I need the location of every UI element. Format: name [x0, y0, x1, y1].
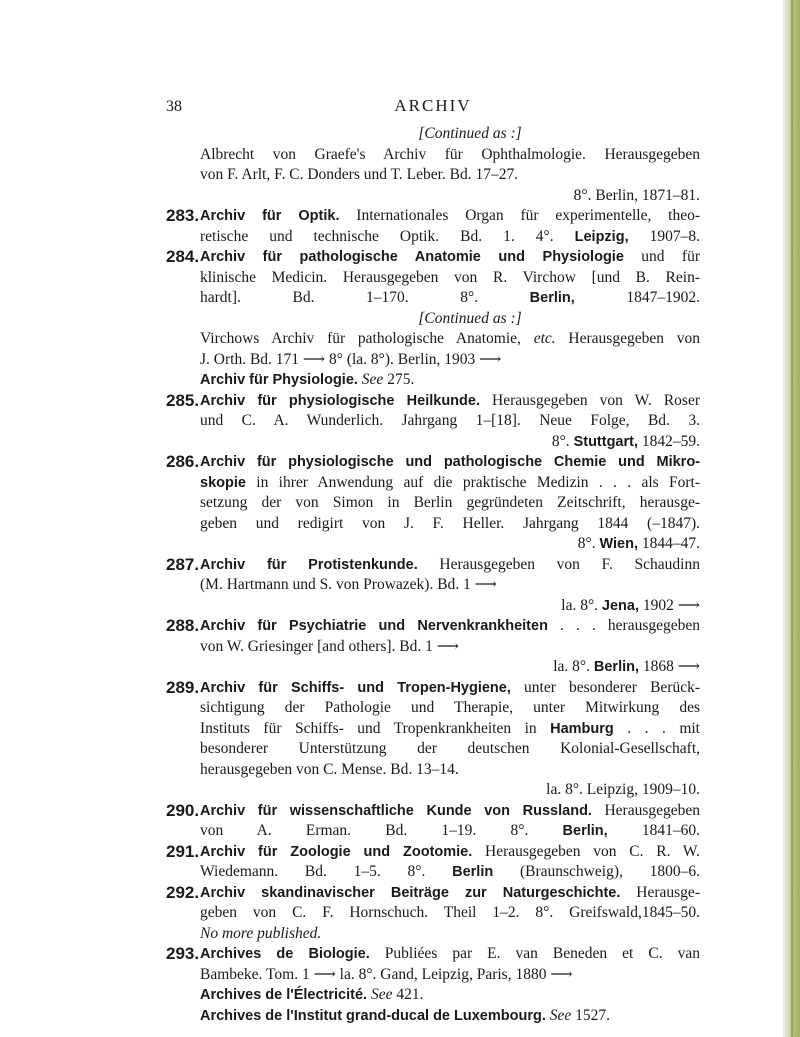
text-span: von A. Erman. Bd. 1–19. 8°.: [200, 822, 563, 839]
imprint-place: Berlin,: [562, 823, 608, 839]
imprint-place: Jena,: [601, 597, 640, 614]
entry-title: Archiv für Optik.: [200, 208, 340, 224]
text-line: [200, 944, 700, 965]
text-line: besonderer Unterstützung der deutschen Kolonial-Gesellschaft,: [200, 740, 700, 757]
text-line: herausgegeben von C. Mense. Bd. 13–14.: [200, 760, 459, 778]
text-span: hardt]. Bd. 1–170. 8°.: [200, 289, 530, 306]
reference-number: 275.: [383, 371, 415, 388]
imprint-place: Leipzig,: [574, 228, 629, 245]
text-span: (Braunschweig), 1800–6.: [493, 863, 700, 880]
entry-292: [166, 883, 700, 945]
text-span: und für: [623, 248, 700, 265]
text-span: . . . herausgegeben: [547, 617, 701, 634]
entry-title: Archives de l'Électricité.: [200, 987, 368, 1003]
entry-283: [166, 206, 700, 247]
entry-287: [166, 555, 700, 617]
imprint-line: [200, 596, 700, 617]
text-span: Internationales Organ für experimentelle, theo-: [339, 207, 700, 224]
text-span: Publiées par E. van Beneden et C. van: [369, 945, 700, 962]
entry-title: Archives de l'Institut grand-ducal de Luxembourg.: [200, 1007, 546, 1024]
text-span: 1902 ⟶: [639, 596, 700, 614]
entry-291: [166, 842, 700, 883]
imprint-place: Berlin,: [529, 290, 575, 306]
entry-number: 292.: [166, 882, 200, 902]
binding-stripe: [791, 0, 793, 1037]
entry-284: [166, 247, 700, 370]
text-span: Herausgegeben von C. R. W.: [472, 842, 700, 860]
entry-title: Archives de Biologie.: [200, 946, 370, 962]
text-span: Herausgegeben von F. Schaudinn: [417, 555, 700, 573]
entry-number: 287.: [166, 554, 200, 574]
entry-285: [166, 391, 700, 453]
text-line: [200, 555, 700, 576]
text-span: la. 8°.: [553, 658, 594, 675]
text-span: Virchows Archiv für pathologische Anatomie,: [200, 330, 534, 347]
text-span: Herausgegeben: [591, 801, 700, 819]
cross-reference-1527: [166, 1006, 700, 1027]
see-label: See: [549, 1006, 572, 1024]
imprint-place: Berlin: [452, 864, 494, 880]
text-span: 1844–47.: [638, 535, 700, 552]
entry-number: 289.: [166, 677, 200, 697]
text-line: (M. Hartmann und S. von Prowazek). Bd. 1 ⟶: [200, 576, 497, 593]
text-line: setzung der von Simon in Berlin gegründeten Zeitschrift, herausge-: [200, 494, 700, 511]
text-span: 1841–60.: [607, 822, 700, 839]
text-span: Herausge-: [620, 883, 700, 901]
imprint-line: [200, 657, 700, 678]
text-line: Albrecht von Graefe's Archiv für Ophthalmologie. Herausgegeben: [200, 145, 700, 163]
text-line: [200, 842, 700, 863]
entry-number: 291.: [166, 841, 200, 861]
text-line: von F. Arlt, F. C. Donders und T. Leber. Bd. 17–27.: [200, 166, 519, 183]
reference-number: 1527.: [571, 1006, 610, 1024]
text-span: etc.: [533, 330, 556, 347]
entry-title: Archiv für physiologische Heilkunde.: [200, 392, 480, 409]
text-span: Instituts für Schiffs- und Tropenkrankheiten in: [200, 719, 551, 737]
text-line: [200, 1006, 700, 1027]
text-line: [200, 985, 700, 1006]
continued-block: [166, 124, 700, 206]
entry-293: [166, 944, 700, 985]
reference-number: 421.: [392, 986, 424, 1003]
imprint-place: Hamburg: [550, 720, 614, 737]
text-span: 1847–1902.: [574, 289, 701, 306]
text-span: Herausgegeben von: [555, 330, 700, 347]
text-line: [200, 247, 700, 268]
entry-286: [166, 452, 700, 555]
page-header: [166, 96, 700, 120]
text-span: 8°.: [577, 535, 600, 552]
cross-reference-421: [166, 985, 700, 1006]
text-line: geben von C. F. Hornschuch. Theil 1–2. 8°. Greifswald,1845–50.: [200, 904, 700, 921]
running-head: ARCHIV: [394, 96, 472, 115]
text-line: [200, 288, 700, 309]
entry-title: Archiv für Psychiatrie und Nervenkrankheiten: [200, 618, 548, 634]
text-line: [200, 452, 700, 473]
imprint-line: [200, 534, 700, 555]
text-line: von W. Griesinger [and others]. Bd. 1 ⟶: [200, 637, 459, 655]
continued-label: [Continued as :]: [418, 125, 522, 142]
text-line: [200, 370, 700, 391]
text-span: 1907–8.: [628, 227, 701, 245]
text-line: J. Orth. Bd. 171 ⟶ 8° (la. 8°). Berlin, 1903 ⟶: [200, 350, 502, 368]
entry-number: 288.: [166, 616, 200, 635]
text-line: klinische Medicin. Herausgegeben von R. Virchow [und B. Rein-: [200, 268, 700, 286]
scanned-page-edge: [782, 0, 800, 1037]
text-span: 8°.: [551, 432, 574, 450]
text-line: [200, 616, 700, 637]
note-line: No more published.: [200, 924, 322, 942]
imprint-line: [200, 432, 700, 453]
entry-number: 290.: [166, 800, 200, 820]
entry-title: Archiv für pathologische Anatomie und Physiologie: [200, 249, 624, 265]
text-line: sichtigung der Pathologie und Therapie, unter Mitwirkung des: [200, 699, 700, 716]
entry-number: 283.: [166, 206, 200, 225]
text-span: unter besonderer Berück-: [510, 678, 701, 696]
text-line: [200, 719, 700, 740]
text-line: [200, 473, 700, 494]
entry-title: Archiv für wissenschaftliche Kunde von Russland.: [200, 802, 592, 819]
continued-label: [Continued as :]: [418, 309, 522, 327]
entry-title: Archiv für physiologische und pathologische Chemie und Mikro-: [200, 454, 700, 470]
text-span: in ihrer Anwendung auf die praktische Medizin . . . als Fort-: [245, 473, 700, 491]
cross-reference-275: [166, 370, 700, 391]
text-line: [200, 227, 700, 248]
imprint-place: Stuttgart,: [573, 433, 638, 450]
text-span: la. 8°.: [561, 596, 602, 614]
see-label: See: [361, 371, 384, 388]
text-line: [200, 883, 700, 904]
text-line: geben und redigirt von J. F. Heller. Jahrgang 1844 (–1847).: [200, 514, 700, 532]
entry-288: [166, 616, 700, 678]
entry-290: [166, 801, 700, 842]
entry-title: Archiv für Schiffs- und Tropen-Hygiene,: [200, 679, 511, 696]
text-span: . . . mit: [613, 719, 700, 737]
text-span: 1842–59.: [638, 432, 700, 450]
entry-title: Archiv für Protistenkunde.: [200, 556, 418, 573]
page-number: 38: [166, 98, 182, 115]
entry-number: 284.: [166, 247, 200, 266]
entry-title: Archiv skandinavischer Beiträge zur Naturgeschichte.: [200, 884, 621, 901]
entry-number: 286.: [166, 452, 200, 471]
entry-289: [166, 678, 700, 801]
text-span: Wiedemann. Bd. 1–5. 8°.: [200, 863, 453, 880]
see-label: See: [370, 986, 393, 1003]
entry-number: 285.: [166, 390, 200, 410]
text-line: [200, 206, 700, 227]
entry-title: Archiv für Physiologie.: [200, 372, 358, 388]
imprint-place: Wien,: [599, 536, 638, 552]
text-line: Bambeke. Tom. 1 ⟶ la. 8°. Gand, Leipzig, Paris, 1880 ⟶: [200, 965, 573, 983]
text-span: Herausgegeben von W. Roser: [479, 391, 700, 409]
text-line: [200, 391, 700, 412]
text-line: [200, 678, 700, 699]
entry-title-cont: skopie: [200, 474, 246, 491]
text-span: retische und technische Optik. Bd. 1. 4°.: [200, 227, 575, 245]
catalogue-content: [166, 124, 700, 1026]
entry-title: Archiv für Zoologie und Zootomie.: [200, 843, 473, 860]
imprint-line: la. 8°. Leipzig, 1909–10.: [546, 781, 700, 798]
text-line: und C. A. Wunderlich. Jahrgang 1–[18]. Neue Folge, Bd. 3.: [200, 412, 700, 429]
text-line: [200, 801, 700, 822]
imprint-place: Berlin,: [593, 659, 640, 675]
text-line: [200, 862, 700, 883]
text-line: [200, 329, 700, 350]
text-span: 1868 ⟶: [639, 658, 700, 675]
imprint-line: 8°. Berlin, 1871–81.: [573, 186, 700, 204]
entry-number: 293.: [166, 944, 200, 963]
text-line: [200, 821, 700, 842]
